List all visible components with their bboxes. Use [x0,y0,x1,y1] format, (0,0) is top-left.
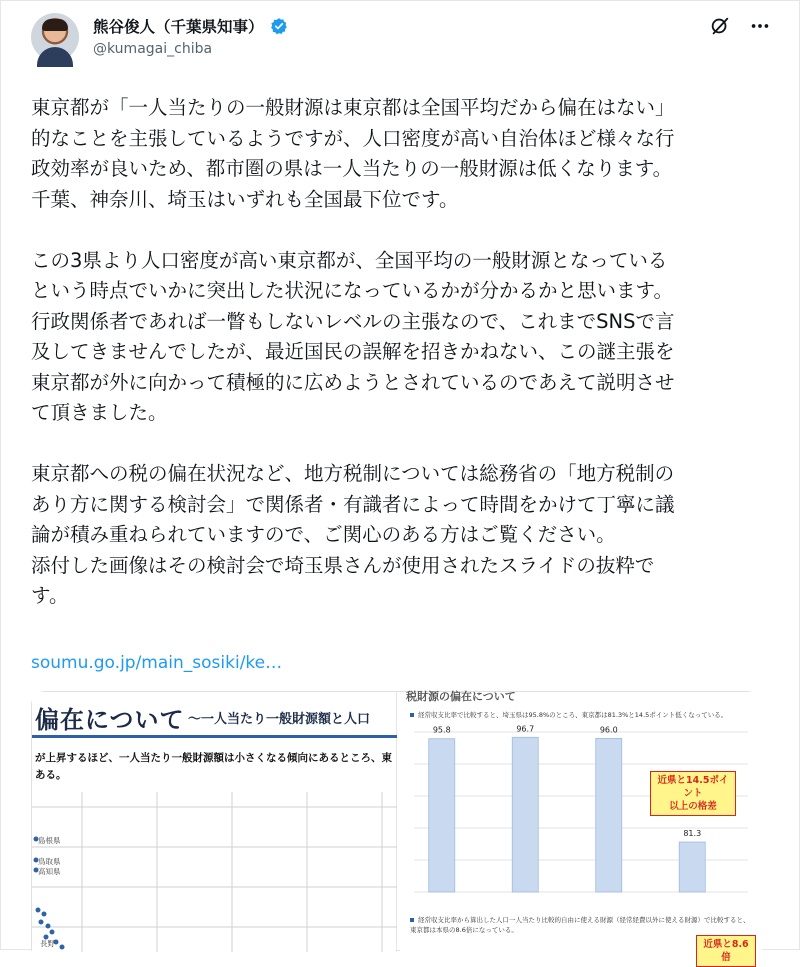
point-label: 島根県 [38,836,61,845]
bar-chart [400,692,762,952]
tweet-paragraph-2: この3県より人口密度が高い東京都が、全国平均の一般財源となっている という時点でいかに突出した状況になっているかが分かるかと思います。 行政関係者であれば一瞥もしないレベルの主張なので、これまでSNSで言 及してきませんでしたが、最近国民の誤解を招きかねない、この謎主張を 東京都が外に向かって積極的に広めようとされているのであえて説明させ て頂きました。 [31,248,675,424]
tweet-paragraph-3: 東京都への税の偏在状況など、地方税制については総務省の「地方税制の あり方に関する検討会」で関係者・有識者によって時間をかけて丁寧に議 論が積み重ねられていますので、ご関心のある方はご覧ください。 添付した画像はその検討会で埼玉県さんが使用されたスライドの抜粋で す。 [31,462,675,607]
right-slide-note-bottom: 経常収支比率から算出した人口一人当たり比較的自由に使える財源（経常経費以外に使える財源）で比較すると、東京都は本県の8.6倍になっている。 [410,916,750,934]
media-image-right[interactable] [400,690,762,963]
media-image-left[interactable] [32,692,397,952]
bar-value-label: 81.3 [683,829,702,838]
tweet-link[interactable]: soumu.go.jp/main_sosiki/ke… [31,653,283,673]
tweet-paragraph-1: 東京都が「一人当たりの一般財源は東京都は全国平均だから偏在はない」 的なことを主張しているようですが、人口密度が高い自治体ほど様々な行 政効率が良いため、都市圏の県は一人当たりの一般財源は低くなります。 千葉、神奈川、埼玉はいずれも全国最下位です。 [31,96,675,211]
point-label: 鳥取県 [38,857,61,866]
left-slide-rule [32,735,397,738]
left-slide-subtitle: ～一人当たり一般財源額と人口 [188,712,371,727]
more-icon[interactable] [749,15,771,37]
bar [512,737,538,892]
author-name-row[interactable] [93,15,288,37]
point-label: 高知県 [38,867,61,876]
display-name[interactable]: 熊谷俊人（千葉県知事） [93,18,264,36]
left-slide-title: 偏在について [35,706,185,734]
left-slide-desc-line: が上昇するほど、一人当たり一般財源額は小さくなる傾向にあるところ、東 [35,752,392,764]
callout-bottom: 近県と8.6倍 [696,935,756,967]
bar-value-label: 96.7 [516,724,535,734]
right-slide-header: 税財源の偏在について [406,690,516,703]
media-grid [31,690,761,963]
bar [596,738,622,892]
left-slide-desc-line: ある。 [35,769,67,781]
left-slide-description [35,750,395,784]
left-slide-scatter [32,792,397,952]
right-slide-note-top: 経常収支比率で比較すると、埼玉県は95.8%のところ、東京都は81.3%と14.5ポイント低くなっている。 [410,710,727,719]
bar [429,739,455,892]
point-label: 長野 [40,939,55,948]
avatar[interactable] [31,13,79,61]
tweet-text [31,93,776,612]
bar [679,842,705,892]
bar-value-label: 96.0 [599,725,618,735]
callout-top: 近県と14.5ポイント 以上の格差 [650,771,736,816]
grok-icon[interactable] [709,15,731,37]
bar-value-label: 95.8 [432,725,451,735]
verified-badge-icon [270,17,288,35]
handle[interactable]: @kumagai_chiba [93,41,213,57]
